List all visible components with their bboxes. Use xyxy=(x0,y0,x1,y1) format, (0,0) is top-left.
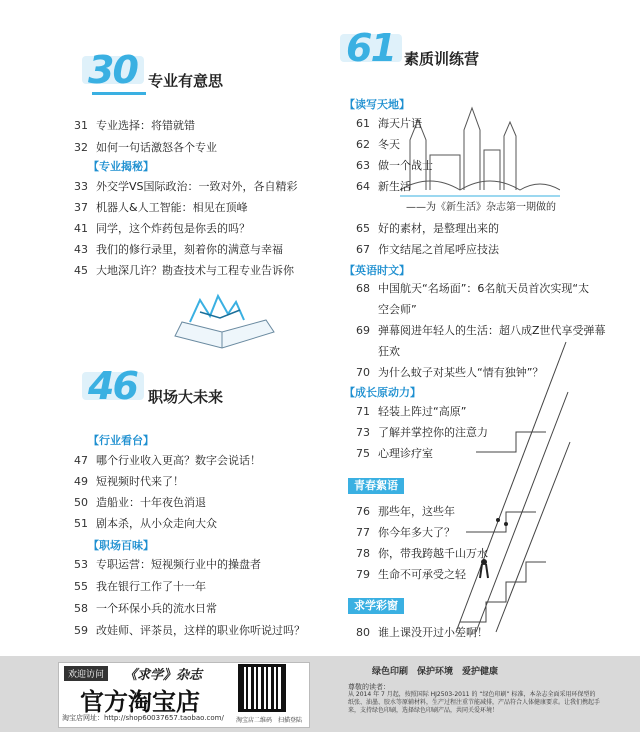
toc-entry[interactable] xyxy=(74,178,298,194)
toc-entry[interactable] xyxy=(356,178,411,194)
entry-title: 短视频时代来了！ xyxy=(96,475,184,488)
page-number: 43 xyxy=(74,243,88,256)
book-illustration xyxy=(170,292,280,354)
notice-text: 从 2014 年 7 月起，按照国际 HJ2503-2011 的 “绿色印刷” 标准，本杂志全面采用环保型的纸张、油墨、胶水等原辅材料，生产过程注重节能减排，产品符合人体健康要求。让我们携起手来，支持绿色印刷，选择绿色印刷产品，共同关爱环境！ xyxy=(348,691,601,714)
page-number: 69 xyxy=(356,324,370,337)
page-number: 31 xyxy=(74,119,88,132)
page-number: 51 xyxy=(74,517,88,530)
page-number: 73 xyxy=(356,426,370,439)
entry-title: 了解并掌控你的注意力 xyxy=(378,426,488,439)
entry-title: 造船业：十年夜色消退 xyxy=(96,496,206,509)
entry-title: 同学，这个炸药包是你丢的吗？ xyxy=(96,222,250,235)
entry-title: 我们的修行录里，刻着你的满意与幸福 xyxy=(96,243,283,256)
entry-title: 中国航天“名场面”：6名航天员首次实现“太 xyxy=(378,282,590,295)
section-banner: 青春絮语 xyxy=(348,478,404,494)
toc-entry[interactable] xyxy=(74,452,261,468)
toc-entry[interactable] xyxy=(356,301,417,317)
page-number: 71 xyxy=(356,405,370,418)
toc-entry[interactable] xyxy=(356,136,400,152)
section-banner: 求学彩窗 xyxy=(348,598,404,614)
toc-entry[interactable] xyxy=(74,600,217,616)
magazine-name: 《求学》杂志 xyxy=(124,668,203,683)
entry-title: 冬天 xyxy=(378,138,400,151)
entry-title: 专职运营：短视频行业中的操盘者 xyxy=(96,558,261,571)
quote-line: ——为《新生活》杂志第一期做的 xyxy=(406,202,556,213)
toc-entry[interactable] xyxy=(74,556,261,572)
store-name: 官方淘宝店 xyxy=(80,687,200,716)
page-number: 33 xyxy=(74,180,88,193)
toc-entry[interactable] xyxy=(74,139,217,155)
toc-entry[interactable] xyxy=(356,343,400,359)
entry-title: 大地深几许？勘查技术与工程专业告诉你 xyxy=(96,264,294,277)
page-number: 37 xyxy=(74,201,88,214)
entry-title: 新生活 xyxy=(378,180,411,193)
toc-entry[interactable] xyxy=(356,445,433,461)
entry-title: 谁上课没开过小差啊！ xyxy=(378,626,488,639)
qr-code[interactable] xyxy=(238,664,286,712)
green-print-slogan: 绿色印刷 保护环境 爱护健康 xyxy=(372,667,499,677)
page-number: 64 xyxy=(356,180,370,193)
entry-title: 外交学VS国际政治：一致对外，各自精彩 xyxy=(96,180,298,193)
page-number: 78 xyxy=(356,547,370,560)
section-30-number: 30 xyxy=(88,48,137,92)
toc-entry[interactable] xyxy=(356,566,466,582)
page-number: 63 xyxy=(356,159,370,172)
page-number: 70 xyxy=(356,366,370,379)
page-number: 59 xyxy=(74,624,88,637)
page-number: 68 xyxy=(356,282,370,295)
toc-entry[interactable] xyxy=(356,280,589,296)
page-number: 65 xyxy=(356,222,370,235)
toc-entry[interactable] xyxy=(356,241,499,257)
entry-title: 专业选择：将错就错 xyxy=(96,119,195,132)
entry-title: 哪个行业收入更高？数字会说话！ xyxy=(96,454,261,467)
page-number: 80 xyxy=(356,626,370,639)
toc-entry[interactable] xyxy=(356,403,466,419)
entry-title: 你今年多大了？ xyxy=(378,526,455,539)
subsection-tag: 【 职场百味 】 xyxy=(88,537,154,553)
toc-entry[interactable] xyxy=(74,262,294,278)
store-url[interactable]: 淘宝店网址：http://shop60037657.taobao.com/ xyxy=(62,714,224,722)
toc-entry[interactable] xyxy=(356,624,488,640)
page-number: 77 xyxy=(356,526,370,539)
entry-title: 剧本杀，从小众走向大众 xyxy=(96,517,217,530)
toc-entry[interactable] xyxy=(74,494,206,510)
toc-entry[interactable] xyxy=(356,115,422,131)
section-30-underline xyxy=(92,92,146,95)
entry-title: 你，带我跨越千山万水 xyxy=(378,547,488,560)
subsection-tag: 【 专业揭秘 】 xyxy=(88,158,154,174)
toc-entry[interactable] xyxy=(74,220,250,236)
entry-title: 机器人&人工智能：相见在顶峰 xyxy=(96,201,248,214)
entry-title: 作文结尾之首尾呼应技法 xyxy=(378,243,499,256)
toc-entry[interactable] xyxy=(74,473,184,489)
page-number: 55 xyxy=(74,580,88,593)
section-46-number: 46 xyxy=(88,364,137,408)
section-30-title: 专业有意思 xyxy=(148,72,224,90)
page-number: 58 xyxy=(74,602,88,615)
subsection-tag: 【 英语时文 】 xyxy=(344,262,410,278)
entry-title: 一个环保小兵的流水日常 xyxy=(96,602,217,615)
entry-title: 空会师” xyxy=(378,303,417,316)
toc-entry[interactable] xyxy=(356,220,499,236)
page-number: 62 xyxy=(356,138,370,151)
entry-title: 如何一句话激怒各个专业 xyxy=(96,141,217,154)
toc-entry[interactable] xyxy=(74,241,283,257)
toc-entry[interactable] xyxy=(74,117,195,133)
page-number: 45 xyxy=(74,264,88,277)
toc-entry[interactable] xyxy=(356,503,455,519)
entry-title: 那些年，这些年 xyxy=(378,505,455,518)
toc-entry[interactable] xyxy=(74,199,248,215)
section-61-number: 61 xyxy=(346,26,395,70)
entry-title: 轻装上阵过“高原” xyxy=(378,405,467,418)
entry-title: 狂欢 xyxy=(378,345,400,358)
qr-caption: 淘宝店二维码 扫描登陆 xyxy=(236,717,303,724)
section-61-title: 素质训练营 xyxy=(404,50,480,68)
entry-title: 做一个战士 xyxy=(378,159,433,172)
footer xyxy=(0,656,640,732)
toc-entry[interactable] xyxy=(356,364,543,380)
toc-entry[interactable] xyxy=(74,622,305,638)
entry-title: 我在银行工作了十一年 xyxy=(96,580,206,593)
toc-entry[interactable] xyxy=(356,157,433,173)
page-number: 49 xyxy=(74,475,88,488)
entry-title: 海天片语 xyxy=(378,117,422,130)
page-number: 47 xyxy=(74,454,88,467)
subsection-tag: 【 成长原动力 】 xyxy=(344,384,421,400)
entry-title: 生命不可承受之轻 xyxy=(378,568,466,581)
page-number: 53 xyxy=(74,558,88,571)
toc-entry[interactable] xyxy=(356,545,488,561)
page-number: 67 xyxy=(356,243,370,256)
notice-title: 尊敬的读者： xyxy=(348,683,390,691)
toc-entry[interactable] xyxy=(74,578,206,594)
entry-title: 好的素材，是整理出来的 xyxy=(378,222,499,235)
toc-entry[interactable] xyxy=(74,515,217,531)
visit-label: 欢迎访问 xyxy=(64,666,108,681)
entry-title: 改娃师、评茶员，这样的职业你听说过吗？ xyxy=(96,624,305,637)
page-number: 50 xyxy=(74,496,88,509)
entry-title: 为什么蚊子对某些人“情有独钟”？ xyxy=(378,366,544,379)
page-number: 32 xyxy=(74,141,88,154)
page-number: 61 xyxy=(356,117,370,130)
page-number: 75 xyxy=(356,447,370,460)
page-number: 76 xyxy=(356,505,370,518)
page-number: 79 xyxy=(356,568,370,581)
toc-entry[interactable] xyxy=(356,322,606,338)
toc-entry[interactable] xyxy=(356,424,488,440)
subsection-tag: 【 行业看台 】 xyxy=(88,432,154,448)
toc-entry[interactable] xyxy=(356,524,455,540)
subsection-tag: 【 读写天地 】 xyxy=(344,96,410,112)
section-46-title: 职场大未来 xyxy=(148,388,224,406)
entry-title: 弹幕阅进年轻人的生活：超八成Z世代享受弹幕 xyxy=(378,324,606,337)
city-skyline-illustration xyxy=(400,100,560,200)
page-number: 41 xyxy=(74,222,88,235)
entry-title: 心理诊疗室 xyxy=(378,447,433,460)
